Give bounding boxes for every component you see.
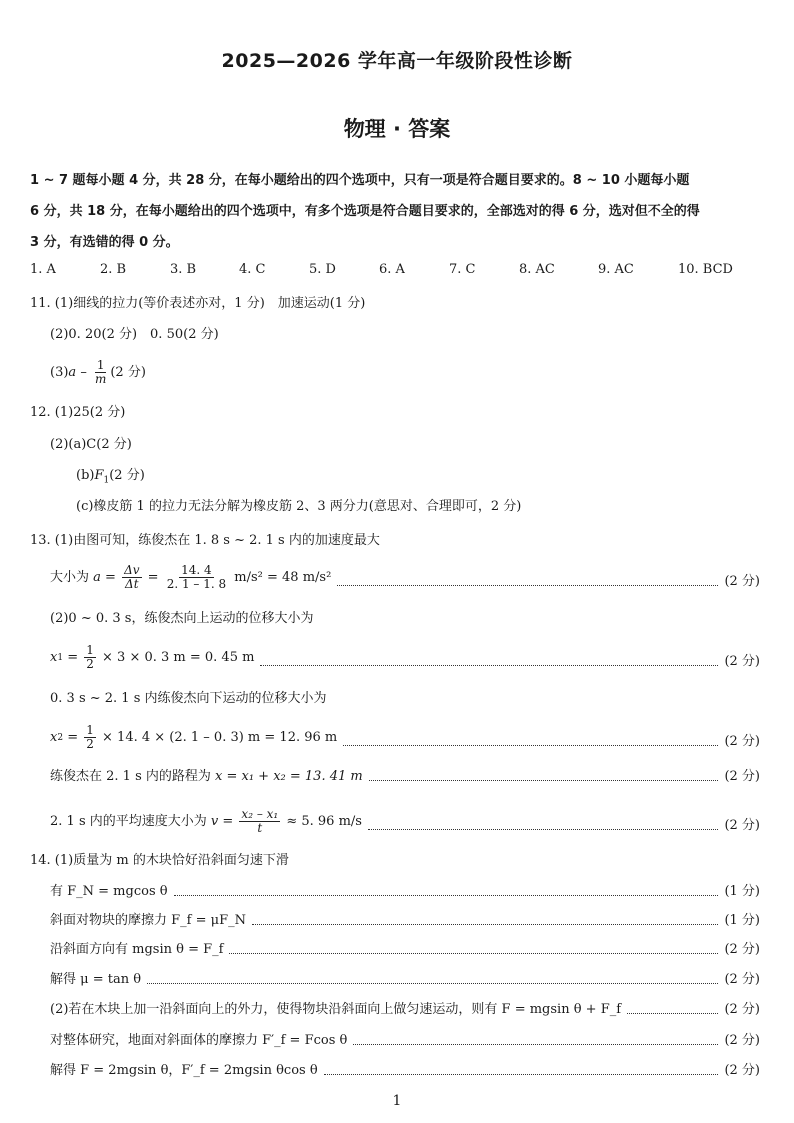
q11-part1: 11. (1)细线的拉力(等价表述亦对，1 分) 加速运动(1 分) (30, 296, 366, 311)
fraction-denominator: 2 (86, 657, 94, 671)
q13-line4 (50, 768, 760, 786)
q13-line4-text (50, 768, 363, 786)
q11-part3-prefix: (3) (50, 364, 69, 380)
q14-line5-text: (2)若在木块上加一沿斜面向上的外力，使得物块沿斜面向上做匀速运动，则有 F = mgsin θ + F_f (50, 1002, 622, 1017)
fraction-numerator: 14. 4 (181, 563, 212, 577)
q14-line4-text: 解得 μ = tan θ (50, 972, 142, 987)
q13-line2 (50, 644, 760, 671)
q12-part1: 12. (1)25(2 分) (30, 405, 126, 420)
score: (2 分) (724, 574, 760, 589)
q11-part3 (50, 359, 146, 386)
q12-part4: (c)橡皮筋 1 的拉力无法分解为橡皮筋 2、3 两分力(意思对、合理即可，2 分) (76, 499, 522, 514)
dotted-leader (369, 779, 719, 781)
q13-line5-label: 2. 1 s 内的平均速度大小为 (50, 813, 211, 829)
q14-line2-text: 斜面对物块的摩擦力 F_f = μF_N (50, 913, 246, 928)
q13-line1-prefix: 大小为 (50, 569, 94, 585)
q14-line1-text: 有 F_N = mgcos θ (50, 884, 168, 899)
dotted-leader (252, 923, 718, 925)
fraction-numerator: Δv (124, 563, 140, 577)
dotted-leader (324, 1073, 719, 1075)
q14-line5 (50, 1001, 760, 1019)
dotted-leader (147, 982, 718, 984)
dotted-leader (337, 584, 718, 586)
q13-part3: 0. 3 s ~ 2. 1 s 内练俊杰向下运动的位移大小为 (50, 691, 327, 706)
instructions-line-3: 3 分，有选错的得 0 分。 (30, 235, 179, 250)
fraction (239, 808, 280, 835)
dotted-leader (353, 1043, 718, 1045)
document-title: 2025—2026 学年高一年级阶段性诊断 (221, 50, 573, 72)
q13-line2-sub: 1 (57, 652, 64, 663)
mc-answer: 1. A (30, 262, 56, 277)
q13-line2-text: x 1 = $\frac{1}{2}$ × 3 × 0. 3 m = 0. 45 m (50, 643, 255, 671)
score: (2 分) (724, 734, 760, 749)
q14-line6-text: 对整体研究，地面对斜面体的摩擦力 F′_f = Fcos θ (50, 1033, 348, 1048)
mc-answer: 8. AC (519, 262, 555, 277)
q13-line1-tail: m/s² = 48 m/s² (230, 569, 332, 585)
q11-part3-dash: – (76, 364, 91, 380)
fraction (165, 564, 228, 591)
fraction-numerator: 1 (96, 358, 105, 372)
dotted-leader (343, 744, 718, 746)
mc-answer: 5. D (309, 262, 336, 277)
q12-part3-var: F (94, 468, 104, 483)
fraction-denominator: m (94, 372, 107, 386)
instructions-line-1: 1 ~ 7 题每小题 4 分，共 28 分，在每小题给出的四个选项中，只有一项是符合题目要求的。8 ~ 10 小题每小题 (30, 173, 690, 188)
dotted-leader (627, 1012, 718, 1014)
mc-answer: 6. A (379, 262, 405, 277)
q14-line2 (50, 912, 760, 930)
fraction (84, 644, 96, 671)
q14-line6 (50, 1032, 760, 1050)
q12-part3-score: (2 分) (109, 468, 145, 483)
q13-line1-var: a (93, 569, 101, 585)
q14-part1: 14. (1)质量为 m 的木块恰好沿斜面匀速下滑 (30, 853, 289, 868)
q11-part2: (2)0. 20(2 分) 0. 50(2 分) (50, 327, 219, 342)
dotted-leader (174, 894, 719, 896)
score: (2 分) (724, 1033, 760, 1048)
fraction-numerator: 1 (86, 643, 94, 657)
q13-line3 (50, 724, 760, 751)
mc-answer: 4. C (239, 262, 266, 277)
fraction (122, 564, 141, 591)
q13-line5-text: 2. 1 s 内的平均速度大小为 v = $\frac{\text{x₂ – x₁}}{t}$ ≈ 5. 96 m/s (50, 807, 362, 835)
q13-part1: 13. (1)由图可知，练俊杰在 1. 8 s ~ 2. 1 s 内的加速度最大 (30, 533, 380, 548)
q13-line4-expr: x = x₁ + x₂ = 13. 41 m (215, 769, 363, 784)
mc-answer: 9. AC (598, 262, 634, 277)
score: (2 分) (724, 942, 760, 957)
q11-part3-score: (2 分) (110, 364, 146, 380)
fraction-denominator: Δt (125, 577, 139, 591)
q11-part3-var: a (68, 364, 77, 380)
q12-part3-sub: 1 (103, 475, 110, 486)
score: (2 分) (724, 972, 760, 987)
q13-line3-tail: × 14. 4 × (2. 1 – 0. 3) m = 12. 96 m (97, 729, 338, 745)
score: (2 分) (724, 1063, 760, 1078)
fraction-denominator: 2. 1 – 1. 8 (166, 577, 227, 591)
mc-answer: 7. C (449, 262, 476, 277)
mc-answer: 10. BCD (678, 262, 733, 277)
q13-part2: (2)0 ~ 0. 3 s，练俊杰向上运动的位移大小为 (50, 611, 314, 626)
q13-line3-text: x 2 = $\frac{1}{2}$ × 14. 4 × (2. 1 – 0. 3) m = 12. 96 m (50, 723, 338, 751)
q13-line1-text: 大小为 a = $\frac{\Delta v}{\Delta t}$ = $\frac{14. 4}{2. 1 - 1. 8}$ m/s² = 48 m/s² (50, 563, 332, 591)
q13-line2-var: x (50, 649, 58, 665)
q12-part2: (2)(a)C(2 分) (50, 437, 132, 452)
q14-line7-text: 解得 F = 2mgsin θ，F′_f = 2mgsin θcos θ (50, 1063, 318, 1078)
q12-part3-prefix: (b) (76, 468, 95, 483)
q14-line7 (50, 1062, 760, 1080)
mc-answer: 2. B (100, 262, 127, 277)
document-subtitle: 物理 · 答案 (343, 117, 451, 141)
fraction (93, 359, 108, 386)
q13-line1 (50, 564, 760, 591)
page-number: 1 (392, 1093, 402, 1109)
fraction (84, 724, 96, 751)
q14-line3 (50, 941, 760, 959)
q12-part3 (76, 467, 145, 490)
q13-line2-tail: × 3 × 0. 3 m = 0. 45 m (97, 649, 255, 665)
score: (2 分) (724, 769, 760, 784)
q13-line3-sub: 2 (57, 732, 64, 743)
score: (1 分) (724, 884, 760, 899)
q13-line5-tail: ≈ 5. 96 m/s (282, 813, 362, 829)
q13-line5 (50, 808, 760, 835)
q14-line3-text: 沿斜面方向有 mgsin θ = F_f (50, 942, 224, 957)
score: (2 分) (724, 818, 760, 833)
fraction-numerator: x₂ – x₁ (241, 807, 279, 821)
score: (2 分) (724, 654, 760, 669)
q14-line1 (50, 883, 760, 901)
dotted-leader (368, 828, 718, 830)
q13-line3-var: x (50, 729, 58, 745)
mc-answer: 3. B (170, 262, 197, 277)
score: (1 分) (724, 913, 760, 928)
dotted-leader (229, 952, 718, 954)
q13-line5-var: v (210, 813, 219, 829)
fraction-denominator: 2 (86, 737, 94, 751)
q13-line4-label: 练俊杰在 2. 1 s 内的路程为 (50, 769, 216, 784)
fraction-denominator: t (257, 821, 263, 835)
q14-line4 (50, 971, 760, 989)
score: (2 分) (724, 1002, 760, 1017)
dotted-leader (260, 664, 718, 666)
fraction-numerator: 1 (86, 723, 94, 737)
instructions-line-2: 6 分，共 18 分，在每小题给出的四个选项中，有多个选项是符合题目要求的，全部选对的得 6 分，选对但不全的得 (30, 204, 700, 219)
